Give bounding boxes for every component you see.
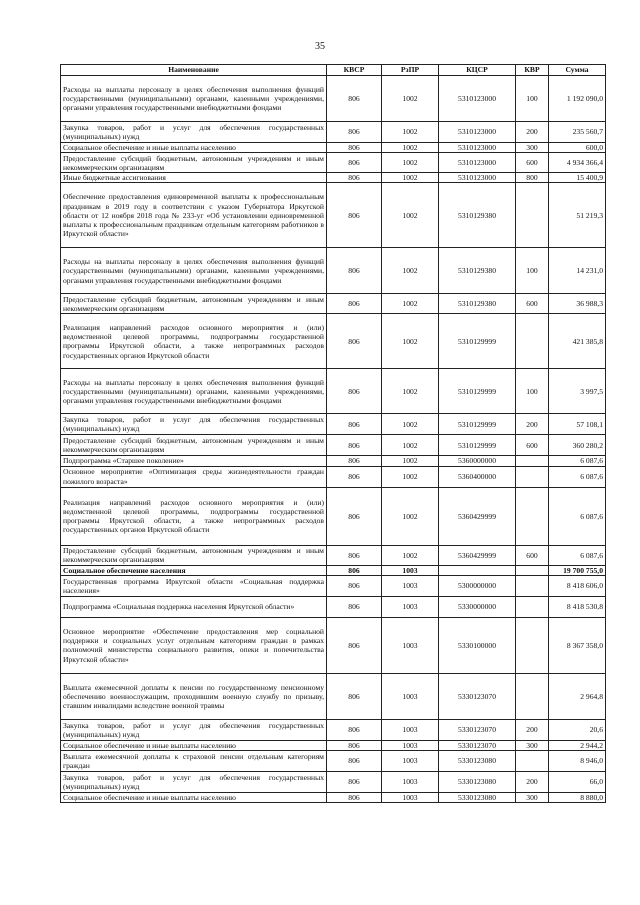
- table-row: [61, 673, 606, 719]
- cell-kvsr: 806: [327, 545, 382, 565]
- cell-rzpr: 1002: [382, 76, 439, 122]
- cell-kcsr: 5360429999: [439, 545, 516, 565]
- cell-sum: 235 560,7: [549, 122, 606, 143]
- cell-name: Закупка товаров, работ и услуг для обеспечения государственных (муниципальных) нужд: [61, 122, 327, 143]
- cell-sum: 600,0: [549, 143, 606, 153]
- cell-name: Предоставление субсидий бюджетным, автономным учреждениям и иным некоммерческим организациям: [61, 545, 327, 565]
- cell-rzpr: 1002: [382, 294, 439, 314]
- cell-kvsr: 806: [327, 772, 382, 793]
- cell-rzpr: 1003: [382, 740, 439, 750]
- cell-sum: 51 219,3: [549, 183, 606, 248]
- cell-kvr: [516, 596, 549, 617]
- cell-name: Социальное обеспечение населения: [61, 565, 327, 575]
- cell-kcsr: 5330000000: [439, 596, 516, 617]
- cell-kvsr: 806: [327, 173, 382, 183]
- cell-kvr: 200: [516, 122, 549, 143]
- table-row: [61, 294, 606, 314]
- cell-rzpr: 1002: [382, 248, 439, 294]
- cell-kvsr: 806: [327, 751, 382, 772]
- table-row: [61, 248, 606, 294]
- cell-kvr: 600: [516, 545, 549, 565]
- cell-kvsr: 806: [327, 294, 382, 314]
- table-row: [61, 122, 606, 143]
- cell-kvr: 100: [516, 369, 549, 414]
- cell-kvr: [516, 751, 549, 772]
- cell-kcsr: 5310129999: [439, 435, 516, 456]
- cell-sum: 8 880,0: [549, 793, 606, 803]
- cell-kvsr: 806: [327, 673, 382, 719]
- cell-name: Социальное обеспечение и иные выплаты населению: [61, 793, 327, 803]
- cell-kcsr: 5310129380: [439, 183, 516, 248]
- cell-rzpr: 1003: [382, 565, 439, 575]
- table-row: [61, 740, 606, 750]
- cell-sum: 4 934 366,4: [549, 153, 606, 173]
- cell-rzpr: 1003: [382, 719, 439, 740]
- cell-kvr: [516, 466, 549, 487]
- cell-name: Подпрограмма «Социальная поддержка населения Иркутской области»: [61, 596, 327, 617]
- cell-name: Социальное обеспечение и иные выплаты населению: [61, 143, 327, 153]
- table-row: [61, 719, 606, 740]
- cell-rzpr: 1003: [382, 575, 439, 596]
- cell-kvsr: 806: [327, 435, 382, 456]
- header-rzpr: РзПР: [382, 65, 439, 76]
- cell-name: Обеспечение предоставления единовременной выплаты к профессиональным праздникам в 2019 году в соответствии с указом Губернатора Иркутской области от 12 ноября 2018 года № 233-уг «Об установлении единовременной выплаты к профессиональным праздникам отдельным категориям работников в Иркутской области»: [61, 183, 327, 248]
- cell-kcsr: 5330123070: [439, 673, 516, 719]
- cell-name: Расходы на выплаты персоналу в целях обеспечения выполнения функций государственными (муниципальными) органами, казенными учреждениями, органами управления государственными внебюджетными фондами: [61, 248, 327, 294]
- cell-kcsr: 5330123070: [439, 740, 516, 750]
- cell-name: Подпрограмма «Старшее поколение»: [61, 456, 327, 466]
- cell-kvr: 600: [516, 153, 549, 173]
- cell-kvr: [516, 617, 549, 673]
- cell-kvr: 200: [516, 772, 549, 793]
- cell-rzpr: 1002: [382, 369, 439, 414]
- table-row: [61, 617, 606, 673]
- table-row: [61, 596, 606, 617]
- cell-name: Предоставление субсидий бюджетным, автономным учреждениям и иным некоммерческим организациям: [61, 294, 327, 314]
- header-kcsr: КЦСР: [439, 65, 516, 76]
- cell-rzpr: 1003: [382, 617, 439, 673]
- cell-sum: 6 087,6: [549, 545, 606, 565]
- table-row: [61, 76, 606, 122]
- table-row: [61, 173, 606, 183]
- table-row: [61, 414, 606, 435]
- cell-kcsr: 5310123000: [439, 153, 516, 173]
- table-row: [61, 772, 606, 793]
- table-row: [61, 793, 606, 803]
- cell-kcsr: 5360429999: [439, 487, 516, 545]
- cell-name: Выплата ежемесячной доплаты к страховой пенсии отдельным категориям граждан: [61, 751, 327, 772]
- cell-name: Государственная программа Иркутской области «Социальная поддержка населения»: [61, 575, 327, 596]
- table-row: [61, 575, 606, 596]
- cell-kvr: 800: [516, 173, 549, 183]
- cell-rzpr: 1002: [382, 435, 439, 456]
- table-row: [61, 456, 606, 466]
- cell-rzpr: 1003: [382, 793, 439, 803]
- cell-kvsr: 806: [327, 740, 382, 750]
- cell-kvsr: 806: [327, 596, 382, 617]
- cell-sum: 421 385,8: [549, 314, 606, 369]
- cell-rzpr: 1003: [382, 673, 439, 719]
- cell-kvsr: 806: [327, 314, 382, 369]
- cell-kcsr: 5310129380: [439, 294, 516, 314]
- table-header-row: [61, 65, 606, 76]
- cell-name: Реализация направлений расходов основного мероприятия и (или) ведомственной целевой программы, подпрограммы государственной программы Иркутской области, а также непрограммных расходов государственных органов Иркутской области: [61, 314, 327, 369]
- cell-kcsr: 5310129999: [439, 314, 516, 369]
- cell-kcsr: 5310129999: [439, 414, 516, 435]
- cell-kvr: [516, 575, 549, 596]
- cell-kvr: [516, 456, 549, 466]
- cell-sum: 1 192 090,0: [549, 76, 606, 122]
- cell-kvsr: 806: [327, 76, 382, 122]
- table-row: [61, 143, 606, 153]
- cell-sum: 2 944,2: [549, 740, 606, 750]
- cell-name: Закупка товаров, работ и услуг для обеспечения государственных (муниципальных) нужд: [61, 772, 327, 793]
- cell-rzpr: 1002: [382, 153, 439, 173]
- table-row: [61, 369, 606, 414]
- table-row: [61, 487, 606, 545]
- table-body: [61, 76, 606, 803]
- cell-kvsr: 806: [327, 143, 382, 153]
- cell-sum: 2 964,8: [549, 673, 606, 719]
- cell-kvsr: 806: [327, 565, 382, 575]
- cell-sum: 36 988,3: [549, 294, 606, 314]
- cell-kvsr: 806: [327, 248, 382, 294]
- cell-kvsr: 806: [327, 456, 382, 466]
- cell-kvsr: 806: [327, 122, 382, 143]
- cell-sum: 8 367 358,0: [549, 617, 606, 673]
- cell-kcsr: 5310129999: [439, 369, 516, 414]
- cell-name: Социальное обеспечение и иные выплаты населению: [61, 740, 327, 750]
- cell-rzpr: 1003: [382, 751, 439, 772]
- cell-name: Расходы на выплаты персоналу в целях обеспечения выполнения функций государственными (муниципальными) органами, казенными учреждениями, органами управления государственными внебюджетными фондами: [61, 76, 327, 122]
- cell-sum: 57 108,1: [549, 414, 606, 435]
- cell-sum: 20,6: [549, 719, 606, 740]
- cell-kcsr: 5310129380: [439, 248, 516, 294]
- page-number: 35: [315, 41, 325, 52]
- cell-name: Основное мероприятие «Обеспечение предоставления мер социальной поддержки и социальных услуг отдельным категориям граждан в рамках полномочий министерства социального развития, опеки и попечительства Иркутской области»: [61, 617, 327, 673]
- cell-kvr: [516, 314, 549, 369]
- header-kvr: КВР: [516, 65, 549, 76]
- budget-table: [60, 64, 606, 803]
- cell-kvr: 600: [516, 435, 549, 456]
- cell-kcsr: 5360400000: [439, 466, 516, 487]
- cell-rzpr: 1002: [382, 122, 439, 143]
- cell-kcsr: 5330123080: [439, 751, 516, 772]
- cell-name: Предоставление субсидий бюджетным, автономным учреждениям и иным некоммерческим организациям: [61, 435, 327, 456]
- cell-name: Закупка товаров, работ и услуг для обеспечения государственных (муниципальных) нужд: [61, 414, 327, 435]
- cell-name: Выплата ежемесячной доплаты к пенсии по государственному пенсионному обеспечению военнослужащим, проходившим военную службу по призыву, ставшим инвалидами вследствие военной травмы: [61, 673, 327, 719]
- cell-rzpr: 1002: [382, 143, 439, 153]
- cell-rzpr: 1002: [382, 183, 439, 248]
- table-row: [61, 565, 606, 575]
- cell-kvr: 300: [516, 143, 549, 153]
- cell-sum: 360 280,2: [549, 435, 606, 456]
- table-row: [61, 183, 606, 248]
- cell-kvr: 300: [516, 740, 549, 750]
- cell-name: Реализация направлений расходов основного мероприятия и (или) ведомственной целевой программы, подпрограммы государственной программы Иркутской области, а также непрограммных расходов государственных органов Иркутской области: [61, 487, 327, 545]
- header-sum: Сумма: [549, 65, 606, 76]
- cell-kvr: 200: [516, 719, 549, 740]
- cell-kcsr: [439, 565, 516, 575]
- cell-kvr: [516, 183, 549, 248]
- cell-sum: 6 087,6: [549, 466, 606, 487]
- table-row: [61, 466, 606, 487]
- cell-name: Расходы на выплаты персоналу в целях обеспечения выполнения функций государственными (муниципальными) органами, казенными учреждениями, органами управления государственными внебюджетными фондами: [61, 369, 327, 414]
- cell-kvsr: 806: [327, 414, 382, 435]
- cell-kvr: 100: [516, 76, 549, 122]
- cell-kcsr: 5310123000: [439, 143, 516, 153]
- cell-sum: 8 418 606,0: [549, 575, 606, 596]
- cell-kvsr: 806: [327, 466, 382, 487]
- cell-kvr: 100: [516, 248, 549, 294]
- cell-kvsr: 806: [327, 719, 382, 740]
- cell-kvsr: 806: [327, 183, 382, 248]
- cell-kcsr: 5330100000: [439, 617, 516, 673]
- table-row: [61, 153, 606, 173]
- cell-kvsr: 806: [327, 793, 382, 803]
- cell-kvr: [516, 487, 549, 545]
- table-row: [61, 435, 606, 456]
- cell-kvsr: 806: [327, 487, 382, 545]
- cell-kvr: 600: [516, 294, 549, 314]
- cell-kvr: 200: [516, 414, 549, 435]
- cell-rzpr: 1002: [382, 545, 439, 565]
- cell-kvr: [516, 565, 549, 575]
- cell-kcsr: 5330123070: [439, 719, 516, 740]
- cell-sum: 15 400,9: [549, 173, 606, 183]
- table-row: [61, 314, 606, 369]
- cell-rzpr: 1003: [382, 596, 439, 617]
- cell-name: Основное мероприятие «Оптимизация среды жизнедеятельности граждан пожилого возраста»: [61, 466, 327, 487]
- cell-rzpr: 1003: [382, 772, 439, 793]
- cell-rzpr: 1002: [382, 173, 439, 183]
- header-name: Наименование: [61, 65, 327, 76]
- table-row: [61, 545, 606, 565]
- cell-kvsr: 806: [327, 153, 382, 173]
- cell-rzpr: 1002: [382, 314, 439, 369]
- cell-kcsr: 5330123080: [439, 772, 516, 793]
- cell-sum: 14 231,0: [549, 248, 606, 294]
- cell-kcsr: 5300000000: [439, 575, 516, 596]
- header-kvsr: КВСР: [327, 65, 382, 76]
- table-row: [61, 751, 606, 772]
- cell-sum: 66,0: [549, 772, 606, 793]
- cell-kvsr: 806: [327, 575, 382, 596]
- cell-sum: 6 087,6: [549, 456, 606, 466]
- cell-rzpr: 1002: [382, 466, 439, 487]
- cell-sum: 8 418 530,8: [549, 596, 606, 617]
- cell-rzpr: 1002: [382, 414, 439, 435]
- cell-rzpr: 1002: [382, 456, 439, 466]
- cell-kvr: [516, 673, 549, 719]
- cell-kcsr: 5360000000: [439, 456, 516, 466]
- cell-sum: 3 997,5: [549, 369, 606, 414]
- cell-kcsr: 5310123000: [439, 173, 516, 183]
- cell-name: Предоставление субсидий бюджетным, автономным учреждениям и иным некоммерческим организациям: [61, 153, 327, 173]
- cell-rzpr: 1002: [382, 487, 439, 545]
- cell-kcsr: 5330123080: [439, 793, 516, 803]
- cell-sum: 6 087,6: [549, 487, 606, 545]
- cell-kcsr: 5310123000: [439, 76, 516, 122]
- cell-kvsr: 806: [327, 617, 382, 673]
- cell-sum: 19 700 755,0: [549, 565, 606, 575]
- cell-sum: 8 946,0: [549, 751, 606, 772]
- cell-kcsr: 5310123000: [439, 122, 516, 143]
- cell-name: Закупка товаров, работ и услуг для обеспечения государственных (муниципальных) нужд: [61, 719, 327, 740]
- cell-name: Иные бюджетные ассигнования: [61, 173, 327, 183]
- cell-kvsr: 806: [327, 369, 382, 414]
- cell-kvr: 300: [516, 793, 549, 803]
